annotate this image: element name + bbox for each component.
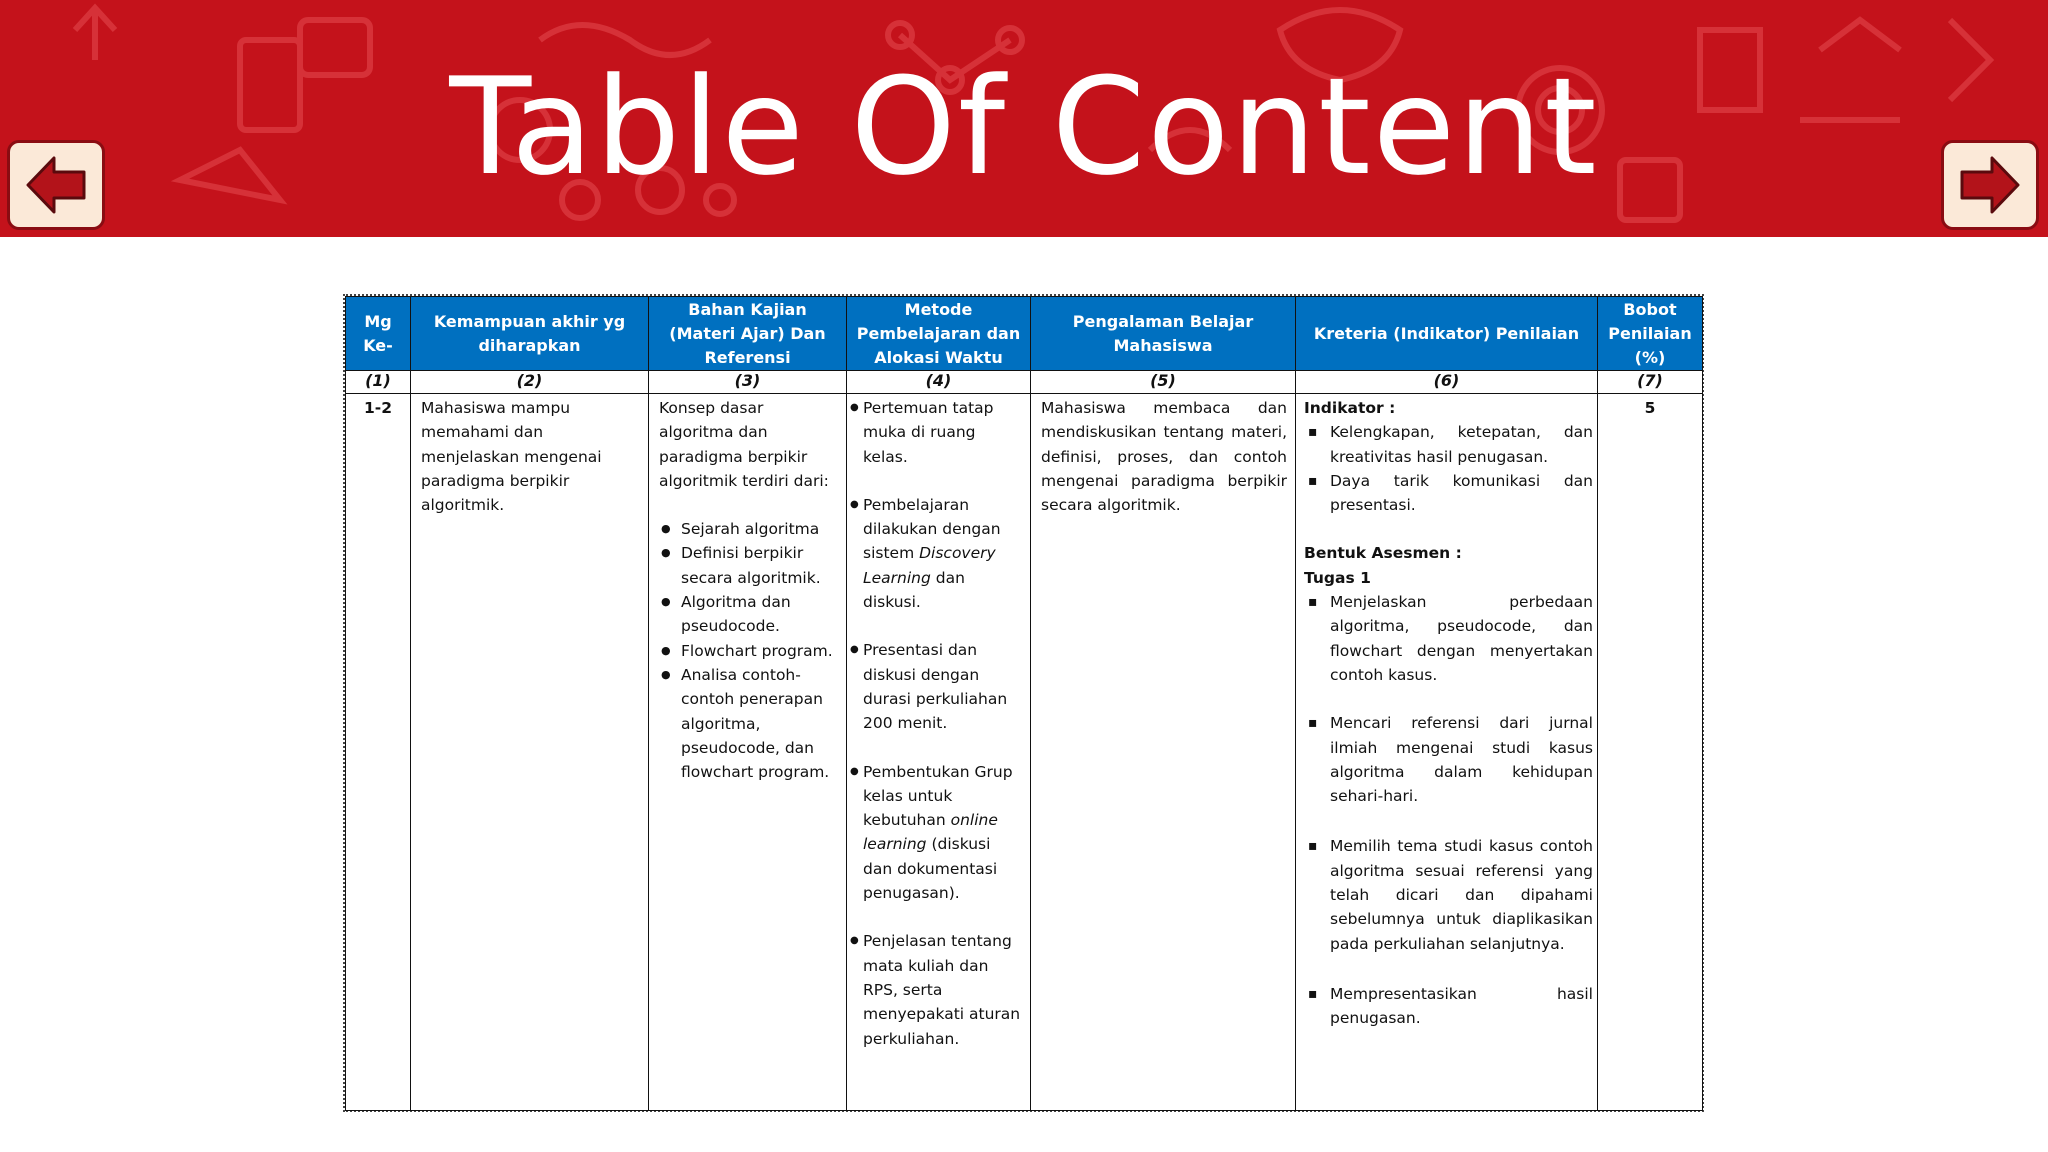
list-item: ● Algoritma dan pseudocode. bbox=[659, 590, 838, 639]
column-number: (5) bbox=[1031, 371, 1296, 394]
list-item: ● Flowchart program. bbox=[659, 639, 838, 663]
header-week: Mg Ke- bbox=[346, 297, 411, 371]
list-item: ● Sejarah algoritma bbox=[659, 517, 838, 541]
rps-table bbox=[345, 296, 1703, 1111]
column-number-row bbox=[346, 371, 1703, 394]
bahan-kajian-cell bbox=[649, 394, 847, 1111]
list-item: ▪ Kelengkapan, ketepatan, dan kreativitas hasil penugasan. bbox=[1304, 420, 1593, 469]
metode-item: ● Penjelasan tentang mata kuliah dan RPS, serta menyepakati aturan perkuliahan. bbox=[849, 929, 1024, 1050]
metode-item: ● Pertemuan tatap muka di ruang kelas. bbox=[849, 396, 1024, 469]
header-bahan-kajian: Bahan Kajian (Materi Ajar) Dan Referensi bbox=[649, 297, 847, 371]
tugas-label: Tugas 1 bbox=[1304, 568, 1371, 587]
metode-item: ● Pembentukan Grup kelas untuk kebutuhan online learning (diskusi dan dokumentasi penugasan). bbox=[849, 760, 1024, 906]
metode-cell bbox=[847, 394, 1031, 1111]
table-row bbox=[346, 394, 1703, 1111]
pengalaman-cell: Mahasiswa membaca dan mendiskusikan tentang materi, definisi, proses, dan contoh mengenai paradigma berpikir secara algoritmik. bbox=[1031, 394, 1296, 1111]
column-number: (3) bbox=[649, 371, 847, 394]
bahan-list bbox=[659, 517, 838, 784]
tugas-list bbox=[1304, 590, 1593, 1030]
header-bobot: Bobot Penilaian (%) bbox=[1598, 297, 1703, 371]
bentuk-asesmen-label: Bentuk Asesmen : bbox=[1304, 544, 1462, 563]
column-number: (2) bbox=[411, 371, 649, 394]
arrow-left-icon bbox=[24, 154, 88, 216]
column-number: (6) bbox=[1296, 371, 1598, 394]
metode-item: ● Presentasi dan diskusi dengan durasi perkuliahan 200 menit. bbox=[849, 638, 1024, 735]
list-item: ● Analisa contoh-contoh penerapan algoritma, pseudocode, dan flowchart program. bbox=[659, 663, 838, 784]
kemampuan-cell: Mahasiswa mampu memahami dan menjelaskan mengenai paradigma berpikir algoritmik. bbox=[411, 394, 649, 1111]
rps-table-frame bbox=[343, 294, 1704, 1112]
column-number: (7) bbox=[1598, 371, 1703, 394]
table-header-row bbox=[346, 297, 1703, 371]
indikator-list bbox=[1304, 420, 1593, 517]
header-kriteria: Kreteria (Indikator) Penilaian bbox=[1296, 297, 1598, 371]
list-item: ▪ Mempresentasikan hasil penugasan. bbox=[1304, 982, 1593, 1031]
list-item: ● Definisi berpikir secara algoritmik. bbox=[659, 541, 838, 590]
header-pengalaman: Pengalaman Belajar Mahasiswa bbox=[1031, 297, 1296, 371]
next-slide-button[interactable] bbox=[1941, 140, 2039, 230]
list-item: ▪ Daya tarik komunikasi dan presentasi. bbox=[1304, 469, 1593, 518]
list-item: ▪ Memilih tema studi kasus contoh algoritma sesuai referensi yang telah dicari dan dipahami sebelumnya untuk diaplikasikan pada perkuliahan selanjutnya. bbox=[1304, 834, 1593, 955]
list-item: ▪ Mencari referensi dari jurnal ilmiah mengenai studi kasus algoritma dalam kehidupan sehari-hari. bbox=[1304, 711, 1593, 808]
header-metode: Metode Pembelajaran dan Alokasi Waktu bbox=[847, 297, 1031, 371]
list-item: ▪ Menjelaskan perbedaan algoritma, pseudocode, dan flowchart dengan menyertakan contoh kasus. bbox=[1304, 590, 1593, 687]
indikator-label: Indikator : bbox=[1304, 399, 1396, 417]
column-number: (1) bbox=[346, 371, 411, 394]
page-title: Table Of Content bbox=[449, 49, 1599, 205]
arrow-right-icon bbox=[1958, 154, 2022, 216]
bobot-cell: 5 bbox=[1598, 394, 1703, 1111]
header-kemampuan: Kemampuan akhir yg diharapkan bbox=[411, 297, 649, 371]
week-cell: 1-2 bbox=[346, 394, 411, 1111]
column-number: (4) bbox=[847, 371, 1031, 394]
header-banner bbox=[0, 0, 2048, 237]
metode-item: ● Pembelajaran dilakukan dengan sistem Discovery Learning dan diskusi. bbox=[849, 493, 1024, 614]
bahan-intro: Konsep dasar algoritma dan paradigma berpikir algoritmik terdiri dari: bbox=[659, 399, 829, 490]
previous-slide-button[interactable] bbox=[7, 140, 105, 230]
kriteria-cell bbox=[1296, 394, 1598, 1111]
